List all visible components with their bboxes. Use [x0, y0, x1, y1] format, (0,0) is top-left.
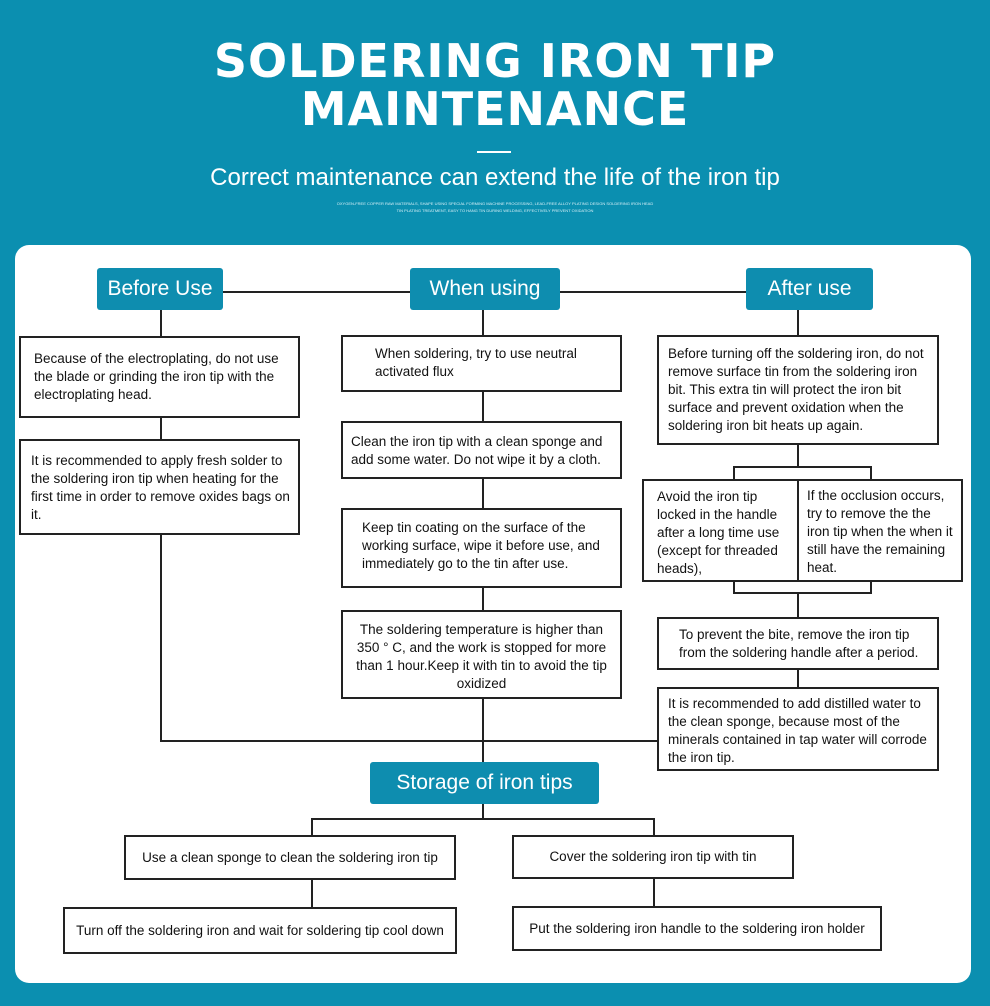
storage-right-step-2: Put the soldering iron handle to the soldering iron holder: [512, 906, 882, 951]
when-using-header: When using: [410, 268, 560, 310]
when-using-step-1: When soldering, try to use neutral activated flux: [341, 335, 622, 392]
connector-when-2: [482, 390, 484, 422]
connector-storage-right: [653, 818, 655, 836]
when-using-step-2: Clean the iron tip with a clean sponge and add some water. Do not wipe it by a cloth.: [341, 421, 622, 479]
after-use-step-4: It is recommended to add distilled water to the clean sponge, because most of the minerals contained in tap water will corrode the iron tip.: [657, 687, 939, 771]
bracket-bottom: [733, 592, 872, 594]
bracket-bottom-right: [870, 580, 872, 594]
page-title-line1: SOLDERING IRON TIP: [213, 34, 777, 88]
after-use-header: After use: [746, 268, 873, 310]
before-use-step-2: It is recommended to apply fresh solder to the soldering iron tip when heating for the first time in order to remove oxides bags on it.: [19, 439, 300, 535]
before-use-header: Before Use: [97, 268, 223, 310]
storage-right-step-1: Cover the soldering iron tip with tin: [512, 835, 794, 879]
connector-after-4: [797, 668, 799, 688]
when-using-step-4: The soldering temperature is higher than 350 ° C, and the work is stopped for more than 1 hour.Keep it with tin to avoid the tip oxidized: [341, 610, 622, 699]
connector-storage-right-2: [653, 877, 655, 907]
page-title-line2: MAINTENANCE: [300, 82, 690, 136]
connector-when-4: [482, 586, 484, 611]
bracket-top-left: [733, 466, 735, 480]
fine-print-line2: TIN PLATING TREATMENT, EASY TO HANG TIN DURING WELDING, EFFECTIVELY PREVENT OXIDATION: [396, 208, 594, 213]
connector-storage-left: [311, 818, 313, 836]
when-using-step-3: Keep tin coating on the surface of the working surface, wipe it before use, and immediately go to the tin after use.: [341, 508, 622, 588]
storage-header: Storage of iron tips: [370, 762, 599, 804]
connector-bottom-horizontal: [160, 740, 659, 742]
storage-left-step-2: Turn off the soldering iron and wait for soldering tip cool down: [63, 907, 457, 954]
after-use-branch-left: Avoid the iron tip locked in the handle after a long time use (except for threaded heads),: [642, 479, 804, 582]
connector-after-3: [797, 594, 799, 618]
after-use-step-1: Before turning off the soldering iron, do not remove surface tin from the soldering iron bit. This extra tin will protect the iron bit surface and prevent oxidation when the soldering iron bit heats up again.: [657, 335, 939, 445]
connector-when-5: [482, 697, 484, 763]
connector-after-1: [797, 309, 799, 337]
connector-storage-horizontal: [311, 818, 655, 820]
connector-before-down: [160, 533, 162, 742]
bracket-top: [733, 466, 872, 468]
page-subtitle: Correct maintenance can extend the life of the iron tip: [210, 164, 780, 191]
fine-print-line1: OXYGEN-FREE COPPER RAW MATERIALS, SHAPE USING SPECIAL FORMING MACHINE PROCESSING, LEAD-FREE ALLOY PLATING DESIGN SOLDERING IRON HEAD: [336, 201, 654, 206]
connector-storage-left-2: [311, 878, 313, 908]
connector-when-3: [482, 477, 484, 509]
storage-left-step-1: Use a clean sponge to clean the soldering iron tip: [124, 835, 456, 880]
before-use-step-1: Because of the electroplating, do not use the blade or grinding the iron tip with the electroplating head.: [19, 336, 300, 418]
after-use-step-3: To prevent the bite, remove the iron tip from the soldering handle after a period.: [657, 617, 939, 670]
connector-after-2: [797, 443, 799, 467]
bracket-bottom-left: [733, 580, 735, 594]
after-use-branch-right: If the occlusion occurs, try to remove the the iron tip when the when it still have the remaining heat.: [797, 479, 963, 582]
connector-before-2: [160, 416, 162, 440]
title-divider: [477, 151, 511, 153]
bracket-top-right: [870, 466, 872, 480]
connector-before-1: [160, 309, 162, 337]
connector-when-1: [482, 309, 484, 336]
